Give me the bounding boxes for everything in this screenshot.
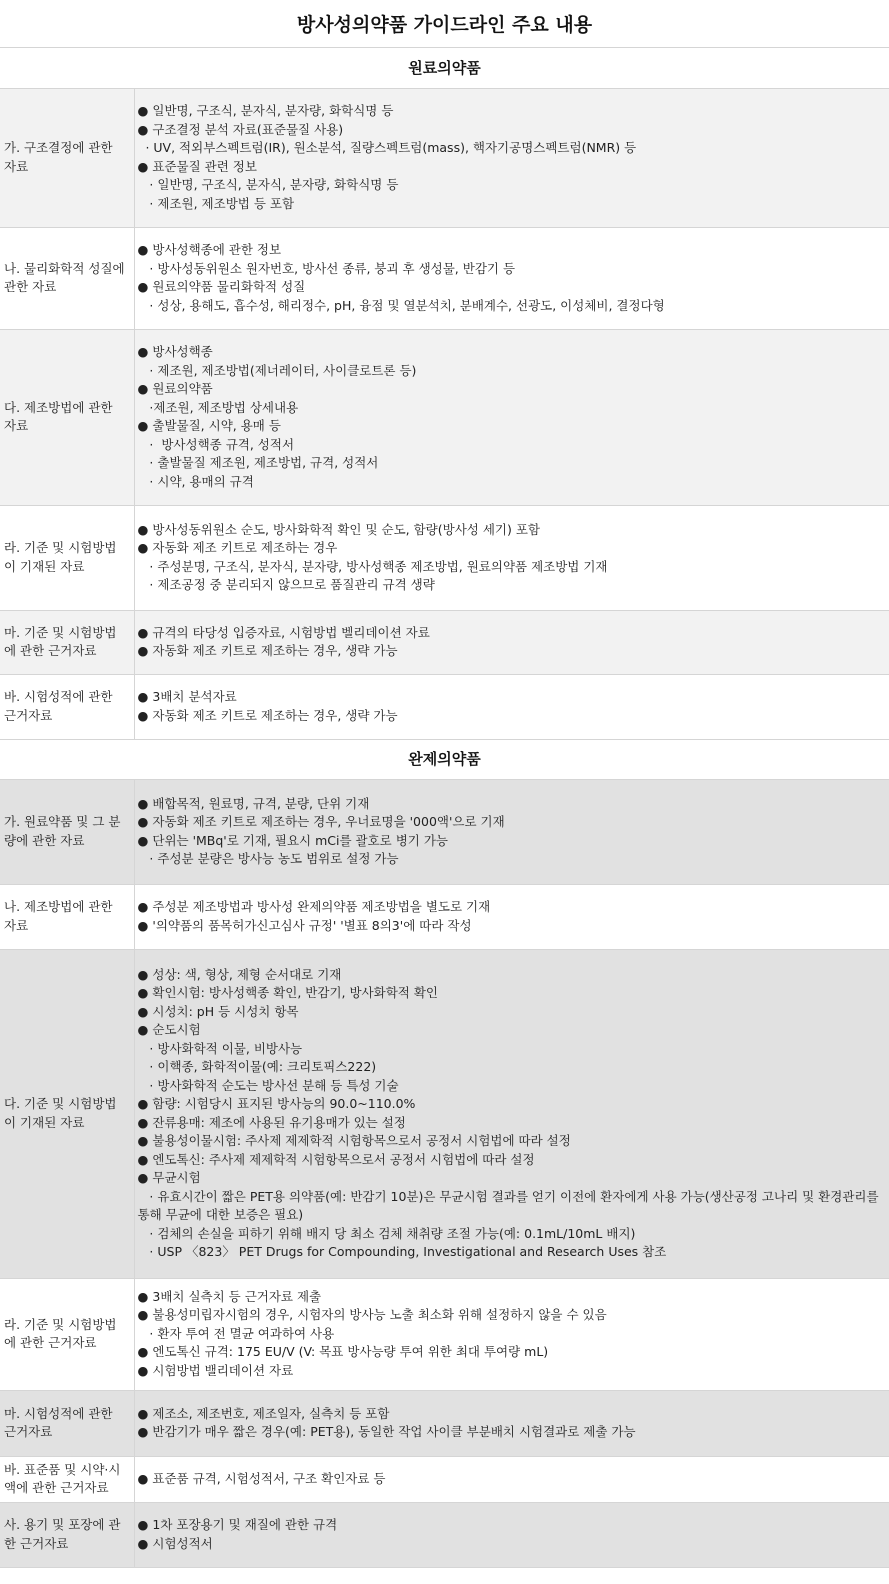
content-line: · 제조원, 제조방법 등 포함 (137, 195, 295, 211)
row-label: 가. 구조결정에 관한 자료 (0, 88, 134, 227)
content-line: ● 시험성적서 (137, 1535, 213, 1551)
content-line: ● 자동화 제조 키트로 제조하는 경우, 생략 가능 (137, 707, 398, 723)
table-row (0, 610, 889, 674)
content-line: · 제조원, 제조방법(제너레이터, 사이클로트론 등) (137, 362, 417, 378)
content-line: ● 엔도톡신 규격: 175 EU/V (V: 목표 방사능량 투여 위한 최대 투여량 mL) (137, 1344, 549, 1360)
row-label: 다. 기준 및 시험방법이 기재된 자료 (0, 949, 134, 1278)
row-content (134, 1502, 889, 1567)
content-line: · 성상, 용해도, 흡수성, 해리정수, pH, 융점 및 열분석치, 분배계수, 선광도, 이성체비, 결정다형 (137, 297, 665, 313)
content-line: ● 확인시험: 방사성핵종 확인, 반감기, 방사화학적 확인 (137, 985, 438, 1000)
table-row (0, 88, 889, 227)
content-line: ● 원료의약품 물리화학적 성질 (137, 279, 306, 294)
content-line: · 일반명, 구조식, 분자식, 분자량, 화학식명 등 (137, 177, 399, 192)
table-row (0, 505, 889, 610)
section-header-row (0, 48, 889, 88)
content-line: · 방사성핵종 규격, 성적서 (137, 436, 295, 452)
content-line: ● 자동화 제조 키트로 제조하는 경우, 생략 가능 (137, 643, 398, 658)
content-line: ● 원료의약품 (137, 381, 213, 396)
row-content (134, 674, 889, 739)
table-row (0, 949, 889, 1278)
row-label: 바. 시험성적에 관한 근거자료 (0, 674, 134, 739)
row-content (134, 329, 889, 505)
content-line: ● 제조소, 제조번호, 제조일자, 실측치 등 포함 (137, 1405, 390, 1421)
content-line: ● 출발물질, 시약, 용매 등 (137, 418, 281, 433)
content-line: ● 표준물질 관련 정보 (137, 158, 257, 174)
content-line: ● 방사성핵종 (137, 344, 213, 359)
content-line: ● 성상: 색, 형상, 제형 순서대로 기재 (137, 966, 342, 982)
row-label: 나. 제조방법에 관한 자료 (0, 884, 134, 949)
table-row (0, 227, 889, 329)
content-line: ● 무균시험 (137, 1170, 201, 1185)
row-label: 바. 표준품 및 시약·시액에 관한 근거자료 (0, 1456, 134, 1502)
table-row (0, 1502, 889, 1567)
content-line: · 주성분명, 구조식, 분자식, 분자량, 방사성핵종 제조방법, 원료의약품 제조방법 기재 (137, 558, 608, 574)
row-label: 마. 기준 및 시험방법에 관한 근거자료 (0, 610, 134, 674)
content-line: · 주성분 분량은 방사능 농도 범위로 설정 가능 (137, 851, 399, 866)
content-line: ● 주성분 제조방법과 방사성 완제의약품 제조방법을 별도로 기재 (137, 899, 491, 914)
content-line: · 방사화학적 순도는 방사선 분해 등 특성 기술 (137, 1077, 399, 1093)
row-content (134, 779, 889, 884)
content-line: · 출발물질 제조원, 제조방법, 규격, 성적서 (137, 455, 379, 470)
content-line: · USP 〈823〉 PET Drugs for Compounding, Investigational and Research Uses 참조 (137, 1244, 667, 1259)
row-label: 가. 원료약품 및 그 분량에 관한 자료 (0, 779, 134, 884)
content-line: ● 3배치 실측치 등 근거자료 제출 (137, 1288, 322, 1304)
table-row (0, 1278, 889, 1390)
row-label: 라. 기준 및 시험방법에 관한 근거자료 (0, 1278, 134, 1390)
content-line: ● 배합목적, 원료명, 규격, 분량, 단위 기재 (137, 795, 370, 811)
content-line: · 유효시간이 짧은 PET용 의약품(예: 반감기 10분)은 무균시험 결과를 얻기 이전에 환자에게 사용 가능(생산공정 고나리 및 환경관리를 통해 무균에 대한 보증은 필요) (137, 1188, 883, 1222)
content-line: ● 반감기가 매우 짧은 경우(예: PET용), 동일한 작업 사이클 부분배치 시험결과로 제출 가능 (137, 1424, 636, 1439)
content-line: · 검체의 손실을 피하기 위해 배지 당 최소 검체 채취량 조절 가능(예: 0.1mL/10mL 배지) (137, 1225, 636, 1241)
content-line: ● 규격의 타당성 입증자료, 시험방법 벨리데이션 자료 (137, 624, 430, 640)
content-line: ·제조원, 제조방법 상세내용 (137, 399, 299, 415)
content-line: ● 일반명, 구조식, 분자식, 분자량, 화학식명 등 (137, 103, 394, 118)
table-row (0, 329, 889, 505)
content-line: ● '의약품의 품목허가신고심사 규정' '별표 8의3'에 따라 작성 (137, 917, 472, 933)
content-line: ● 불용성이물시험: 주사제 제제학적 시험항목으로서 공정서 시험법에 따라 설정 (137, 1133, 571, 1148)
row-content (134, 1390, 889, 1456)
content-line: · 방사성동위원소 원자번호, 방사선 종류, 붕괴 후 생성물, 반감기 등 (137, 260, 516, 276)
content-line: · UV, 적외부스펙트럼(IR), 원소분석, 질량스펙트럼(mass), 핵자기공명스펙트럼(NMR) 등 (137, 140, 637, 155)
row-content (134, 884, 889, 949)
content-line: ● 방사성동위원소 순도, 방사화학적 확인 및 순도, 함량(방사성 세기) 포함 (137, 521, 540, 537)
page-title: 방사성의약품 가이드라인 주요 내용 (0, 0, 889, 48)
table-row (0, 779, 889, 884)
content-line: ● 엔도톡신: 주사제 제제학적 시험항목으로서 공정서 시험법에 따라 설정 (137, 1151, 535, 1167)
content-line: ● 표준품 규격, 시험성적서, 구조 확인자료 등 (137, 1470, 386, 1486)
content-line: ● 단위는 'MBq'로 기재, 필요시 mCi를 괄호로 병기 가능 (137, 832, 448, 848)
row-label: 마. 시험성적에 관한 근거자료 (0, 1390, 134, 1456)
table-row (0, 1456, 889, 1502)
content-line: · 이핵종, 화학적이물(예: 크리토픽스222) (137, 1059, 377, 1074)
table-row (0, 674, 889, 739)
row-content (134, 88, 889, 227)
row-content (134, 1278, 889, 1390)
table-row (0, 884, 889, 949)
content-line: ● 함량: 시험당시 표지된 방사능의 90.0~110.0% (137, 1096, 416, 1111)
content-line: ● 잔류용매: 제조에 사용된 유기용매가 있는 설정 (137, 1114, 406, 1130)
row-label: 라. 기준 및 시험방법이 기재된 자료 (0, 505, 134, 610)
content-line: · 제조공정 중 분리되지 않으므로 품질관리 규격 생략 (137, 577, 435, 592)
content-line: ● 1차 포장용기 및 재질에 관한 규격 (137, 1517, 338, 1532)
row-content (134, 505, 889, 610)
content-line: ● 구조결정 분석 자료(표준물질 사용) (137, 121, 344, 137)
content-line: ● 자동화 제조 키트로 제조하는 경우 (137, 540, 338, 555)
guideline-table (0, 48, 889, 1568)
row-label: 나. 물리화학적 성질에 관한 자료 (0, 227, 134, 329)
content-line: · 시약, 용매의 규격 (137, 473, 254, 489)
row-content (134, 227, 889, 329)
content-line: ● 3배치 분석자료 (137, 689, 237, 704)
content-line: ● 자동화 제조 키트로 제조하는 경우, 우너료명을 '000액'으로 기재 (137, 814, 505, 829)
table-row (0, 1390, 889, 1456)
content-line: ● 순도시험 (137, 1022, 201, 1037)
section-header-row (0, 739, 889, 779)
section-heading: 완제의약품 (0, 739, 889, 779)
content-line: · 방사화학적 이물, 비방사능 (137, 1040, 303, 1056)
section-heading: 원료의약품 (0, 48, 889, 88)
content-line: ● 불용성미립자시험의 경우, 시험자의 방사능 노출 최소화 위해 설정하지 않을 수 있음 (137, 1307, 607, 1323)
content-line: ● 방사성핵종에 관한 정보 (137, 242, 282, 257)
row-content (134, 610, 889, 674)
row-content (134, 949, 889, 1278)
row-label: 사. 용기 및 포장에 관한 근거자료 (0, 1502, 134, 1567)
content-line: ● 시성치: pH 등 시성치 항목 (137, 1003, 299, 1019)
row-label: 다. 제조방법에 관한 자료 (0, 329, 134, 505)
content-line: · 환자 투여 전 멸균 여과하여 사용 (137, 1325, 335, 1341)
row-content (134, 1456, 889, 1502)
content-line: ● 시험방법 밸리데이션 자료 (137, 1362, 294, 1378)
